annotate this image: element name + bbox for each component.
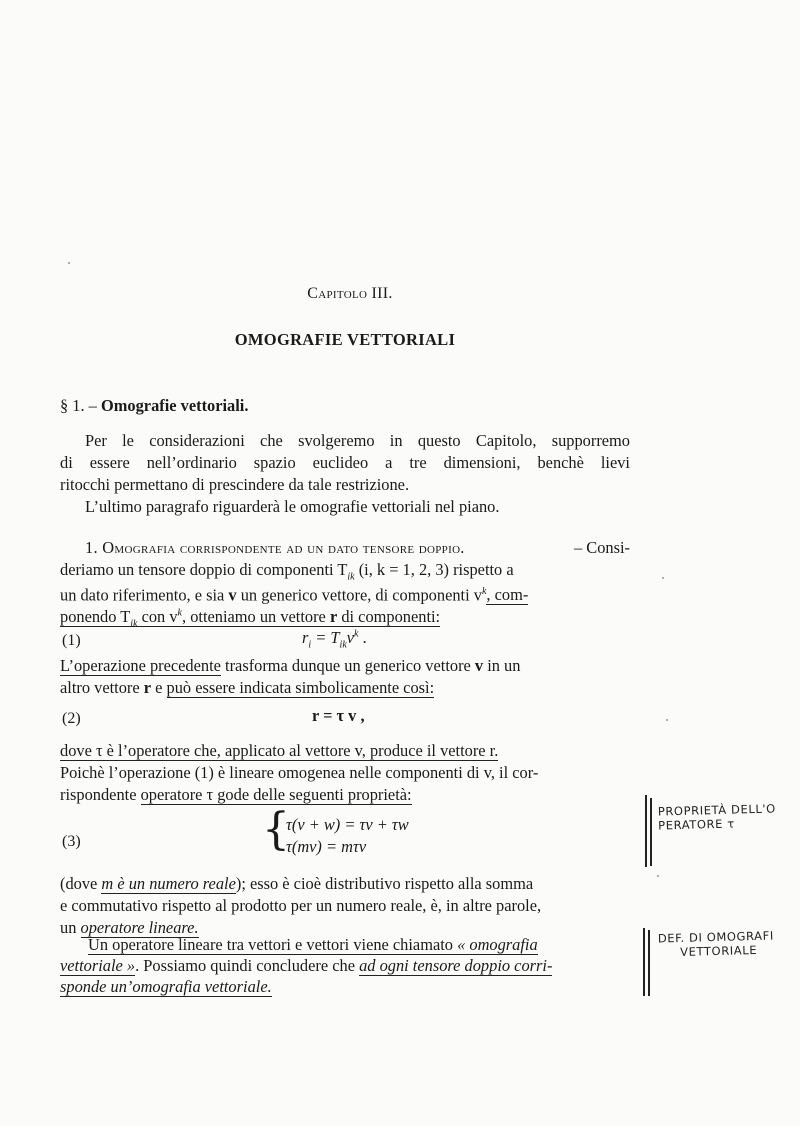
eq1-lhs: r (302, 628, 309, 647)
scan-speck (662, 577, 664, 579)
para5-line-2 (60, 955, 552, 978)
eq3-row-2: τ(mv) = mτv (286, 837, 367, 856)
section-heading (60, 396, 248, 416)
para3-line1-text: dove τ è l’operatore che, applicato al vettore v, produce il vettore r. (60, 741, 499, 760)
section-title: Omografie vettoriali. (101, 396, 249, 415)
para2-line1-c: in un (483, 656, 521, 675)
para3-line-3 (60, 784, 412, 807)
intro-line-3: ritocchi permettano di prescindere da tale restrizione. (60, 475, 410, 494)
para4-line1-b: m è un numero reale (101, 874, 236, 893)
margin-bar-2a (643, 928, 645, 996)
para2-line1-b: trasforma dunque un generico vettore (220, 656, 475, 675)
section-number: § 1. – (60, 396, 97, 415)
margin-note-1-line-1: PROPRIETÀ DELL'O (657, 801, 776, 819)
eq2-formula: r = τ v , (312, 706, 365, 725)
para5-line-3 (60, 976, 272, 999)
para5-line-1 (88, 934, 538, 957)
para2-line-1 (60, 655, 635, 678)
eq3-row-1: τ(v + w) = τv + τw (286, 815, 409, 834)
para1-line3-sup: k (481, 586, 487, 597)
para1-line4-c: , otteniamo un vettore (182, 607, 330, 627)
para1-line3-v: v (228, 585, 237, 605)
para1-line2-b: (i, k = 1, 2, 3) rispetto a (354, 560, 514, 579)
para4-line3-b: operatore lineare. (80, 918, 199, 937)
para2-line-2 (60, 677, 434, 700)
para2-line1-v: v (474, 656, 484, 675)
para1-line3-a: un dato riferimento, e sia (60, 585, 229, 605)
para5-line3-text: sponde un’omografia vettoriale. (60, 977, 272, 996)
para1-line1-rest: – Consi- (573, 538, 630, 557)
eq1-sub: ik (339, 639, 347, 651)
para5-line2-a: vettoriale » (60, 956, 136, 975)
scan-speck (657, 875, 659, 877)
eq1-number: (1) (62, 632, 81, 649)
para5-line2-b: . Possiamo quindi concludere che (135, 956, 360, 975)
margin-bar-2b (648, 930, 650, 996)
para4-line1-c: ); esso è cioè distributivo rispetto alla somma (235, 874, 534, 893)
eq3-brace-icon: { (262, 804, 290, 855)
para2-line2-c: può essere indicata simbolicamente così: (166, 678, 435, 697)
para1-line4-sub: ik (130, 618, 138, 630)
para1-line2-sub: ik (347, 571, 355, 583)
para4-line-1 (60, 873, 533, 896)
para1-line4-d: di componenti: (337, 607, 441, 627)
para5-line1-b: « omografia (457, 935, 538, 954)
margin-note-2-line-1: DEF. DI OMOGRAFI (657, 928, 775, 946)
para1-line4-r: r (329, 607, 338, 627)
para1-line4-a: ponendo T (60, 607, 131, 627)
eq1-rhs: v (346, 628, 355, 647)
para2-line2-b: e (151, 678, 167, 697)
para3-line-1 (60, 740, 498, 763)
para1-line3-c: , com- (486, 585, 529, 605)
chapter-label: Capitolo III. (307, 285, 393, 302)
para5-line1-a: Un operatore lineare tra vettori e vettori viene chiamato (88, 935, 458, 954)
scan-speck (666, 719, 668, 721)
para4-line-2: e commutativo rispetto al prodotto per un numero reale, è, in altre parole, (60, 896, 542, 915)
eq1-sup: k (354, 628, 359, 640)
margin-note-1 (658, 801, 777, 832)
para3-line3-a: rispondente (60, 785, 141, 804)
margin-bar-1b (650, 798, 652, 866)
subsection-heading: 1. Omografia corrispondente ad un dato tensore doppio. (85, 538, 465, 557)
eq1-eq: = T (311, 628, 340, 647)
para5-line2-c: ad ogni tensore doppio corri- (359, 956, 553, 975)
eq1-formula (302, 628, 367, 650)
para4-line1-a: (dove (60, 874, 102, 893)
margin-bar-1a (645, 795, 647, 867)
para1-line3-b: un generico vettore, di componenti v (236, 585, 482, 605)
eq1-lhs-sub: i (308, 639, 312, 651)
eq2-number: (2) (62, 710, 81, 727)
margin-note-1-line-2: PERATORE τ (658, 816, 735, 833)
para1-line4-sup: k (177, 608, 182, 619)
para1-line-4 (60, 603, 440, 636)
eq1-end: . (358, 628, 367, 647)
para1-line4-b: con v (137, 607, 178, 627)
margin-note-2-line-2: VETTORIALE (680, 942, 758, 959)
margin-note-2 (658, 928, 775, 959)
para1-line2-a: deriamo un tensore doppio di componenti T (60, 560, 348, 579)
para3-line3-b: operatore τ gode delle seguenti proprietà: (140, 785, 412, 804)
intro-line-1: Per le considerazioni che svolgeremo in questo Capitolo, supporremo (85, 431, 630, 450)
chapter-title: OMOGRAFIE VETTORIALI (234, 330, 456, 349)
para3-line-2: Poichè l’operazione (1) è lineare omogenea nelle componenti di v, il cor- (60, 763, 539, 782)
scan-speck (68, 262, 70, 264)
intro-line-4: L’ultimo paragrafo riguarderà le omografie vettoriali nel piano. (85, 497, 500, 516)
para2-line2-a: altro vettore (60, 678, 144, 697)
intro-line-2: di essere nell’ordinario spazio euclideo a tre dimensioni, benchè lievi (60, 453, 630, 472)
para2-line2-r: r (143, 678, 152, 697)
para1-line-1 (85, 537, 630, 560)
eq3-number: (3) (62, 833, 81, 850)
para2-line1-a: L’operazione precedente (60, 656, 221, 675)
para4-line3-a: un (60, 918, 81, 937)
para1-line4-underlined (60, 607, 441, 630)
